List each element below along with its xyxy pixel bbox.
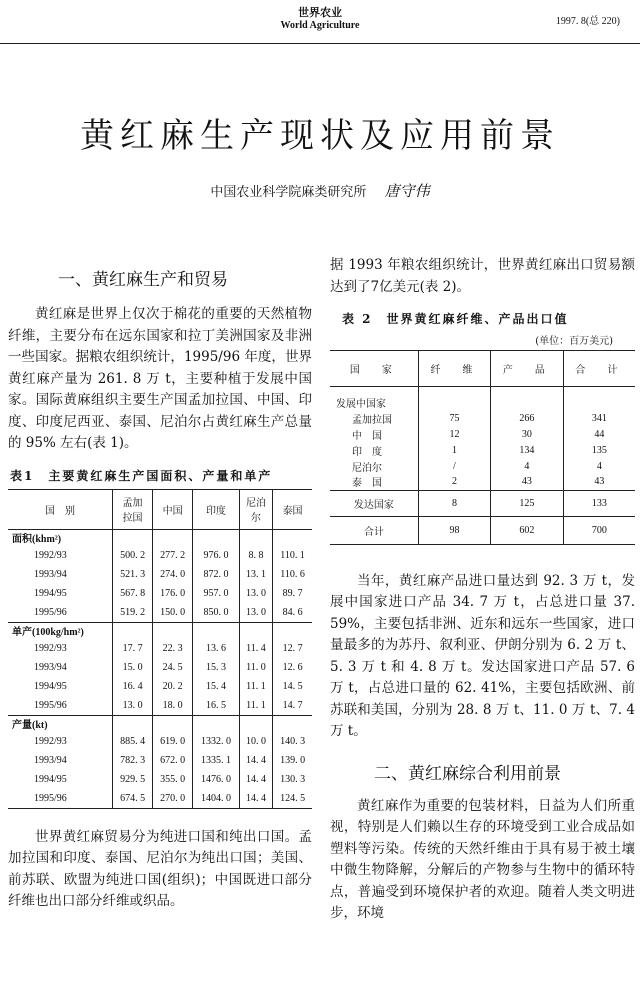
table1-year: 1995/96 [34, 792, 67, 804]
article-title: 黄红麻生产现状及应用前景 [80, 116, 560, 156]
table2 [330, 350, 635, 545]
table1-group-label: 产量(kt) [8, 715, 113, 732]
table1-body [8, 529, 312, 808]
table1-cell: 672. 0 [153, 751, 193, 770]
table1-cell: 15. 0 [113, 658, 153, 677]
table1-cell: 140. 3 [273, 732, 312, 751]
table1-year: 1994/95 [34, 588, 67, 599]
section-heading-2: 二、黄红麻综合利用前景 [374, 763, 561, 784]
table2-row [330, 410, 635, 426]
table1-year: 1995/96 [34, 699, 67, 711]
table1-cell: 885. 4 [113, 732, 153, 751]
table1-cell [153, 529, 193, 546]
table2-header-row [330, 351, 635, 387]
table1-cell: 150. 0 [153, 603, 193, 622]
table1-cell: 521. 3 [113, 565, 153, 584]
table2-country: 中 国 [352, 430, 382, 442]
table2-group-row [330, 387, 635, 411]
table1-cell: 500. 2 [113, 546, 153, 565]
table1-row [8, 565, 312, 584]
table1-cell: 24. 5 [153, 658, 193, 677]
table2-header-cell: 合 计 [563, 351, 635, 387]
table1-group-label: 面积(khm²) [12, 534, 62, 546]
table1-group-row [8, 622, 312, 639]
table2-cell: 4 [491, 458, 563, 474]
table1-row [8, 658, 312, 677]
table2-row [330, 442, 635, 458]
table1-cell [193, 622, 240, 639]
table2-header-cell: 产 品 [491, 351, 563, 387]
table1-cell [193, 715, 240, 732]
table1-cell: 11. 1 [239, 677, 272, 696]
table1-row [8, 639, 312, 658]
table1-cell [239, 529, 272, 546]
table2-cell [491, 387, 563, 411]
table1-cell: 13. 0 [239, 584, 272, 603]
table1-cell: 14. 4 [239, 770, 272, 789]
table1-year: 1995/96 [34, 606, 67, 618]
table1-row [8, 546, 312, 565]
table1-cell [239, 715, 272, 732]
table1-cell: 11. 0 [239, 658, 272, 677]
table2-cell: 43 [491, 474, 563, 490]
table1-cell: 1332. 0 [193, 732, 240, 751]
table1-year: 1993/94 [34, 569, 67, 580]
table2-cell: 125 [491, 490, 563, 516]
byline [0, 180, 640, 201]
table1-cell: 519. 2 [113, 603, 153, 622]
table1-cell [113, 529, 153, 546]
table1-cell: 14. 4 [239, 789, 272, 808]
table2-total-row [330, 516, 635, 544]
table2-country: 印 度 [352, 446, 382, 458]
table1-group-label: 单产(100kg/hm²) [8, 622, 113, 639]
table1-row [8, 696, 312, 715]
table1-cell: 16. 4 [113, 677, 153, 696]
table1-row [8, 677, 312, 696]
table1-cell: 11. 4 [239, 639, 272, 658]
table1-cell: 130. 3 [273, 770, 312, 789]
table2-row [330, 474, 635, 490]
table1-cell: 13. 0 [113, 696, 153, 715]
table2-cell: 2 [418, 474, 490, 490]
table1-cell: 12. 7 [273, 639, 312, 658]
table1-header-cell: 印度 [193, 489, 240, 529]
table1-group-row [8, 715, 312, 732]
table1-cell [239, 622, 272, 639]
table1-cell [153, 622, 193, 639]
table1-row [8, 751, 312, 770]
table2-header-cell: 国 家 [330, 351, 418, 387]
table2-cell: / [418, 458, 490, 474]
table1-cell: 16. 5 [193, 696, 240, 715]
journal-name-en: World Agriculture [280, 20, 360, 31]
table1-year: 1993/94 [34, 662, 67, 673]
table1-cell: 12. 6 [273, 658, 312, 677]
table2-cell: 602 [491, 516, 563, 544]
table2-total-label: 合计 [330, 516, 418, 544]
table1-cell: 176. 0 [153, 584, 193, 603]
table2-cell: 43 [563, 474, 635, 490]
table1-cell: 20. 2 [153, 677, 193, 696]
table2-cell: 1 [418, 442, 490, 458]
table1-cell: 567. 8 [113, 584, 153, 603]
table1-group-row [8, 529, 312, 546]
table2-cell: 341 [563, 410, 635, 426]
table1-cell: 84. 6 [273, 603, 312, 622]
table1-cell: 110. 6 [273, 565, 312, 584]
table2-header-cell: 纤 维 [418, 351, 490, 387]
table1-cell: 782. 3 [113, 751, 153, 770]
section-heading-1: 一、黄红麻生产和贸易 [58, 270, 228, 290]
table2-developed-label: 发达国家 [330, 490, 418, 516]
table2-cell: 44 [563, 426, 635, 442]
table1-header-cell: 尼泊 尔 [239, 489, 272, 529]
table1-cell: 957. 0 [193, 584, 240, 603]
affiliation: 中国农业科学院麻类研究所 [210, 185, 367, 200]
table1-header-cell: 国 别 [8, 489, 113, 529]
table1-cell: 18. 0 [153, 696, 193, 715]
table1-cell: 277. 2 [153, 546, 193, 565]
table1-row [8, 584, 312, 603]
table2-cell: 266 [491, 410, 563, 426]
page-header [0, 0, 640, 44]
table2-country: 孟加拉国 [352, 414, 392, 426]
journal-name-cn: 世界农业 [298, 6, 342, 19]
table2-cell [563, 387, 635, 411]
table1-year: 1992/93 [34, 550, 67, 561]
table1-cell: 13. 6 [193, 639, 240, 658]
table2-country: 泰 国 [352, 478, 382, 490]
table1-row [8, 789, 312, 808]
table2-row [330, 426, 635, 442]
table1-cell [273, 622, 312, 639]
table1-cell: 11. 1 [239, 696, 272, 715]
table1-year: 1994/95 [34, 681, 67, 692]
table1-header-row [8, 489, 312, 529]
paragraph: 据 1993 年粮农组织统计，世界黄红麻出口贸易额达到了7亿美元(表 2)。 [330, 257, 635, 295]
table1-row [8, 770, 312, 789]
table2-cell [418, 387, 490, 411]
table1-cell [113, 622, 153, 639]
table1-year: 1993/94 [34, 755, 67, 766]
table1-cell [273, 529, 312, 546]
table2-cell: 134 [491, 442, 563, 458]
table1-cell: 1476. 0 [193, 770, 240, 789]
table1-year: 1992/93 [34, 643, 67, 654]
table2-cell: 30 [491, 426, 563, 442]
table1-cell: 1404. 0 [193, 789, 240, 808]
table1-cell: 139. 0 [273, 751, 312, 770]
table1-cell [273, 715, 312, 732]
table1-cell: 14. 7 [273, 696, 312, 715]
table2-cell: 135 [563, 442, 635, 458]
table2-developed-row [330, 490, 635, 516]
table1-cell: 872. 0 [193, 565, 240, 584]
table2-cell: 8 [418, 490, 490, 516]
table1-cell: 15. 4 [193, 677, 240, 696]
table1-cell: 15. 3 [193, 658, 240, 677]
paragraph: 当年，黄红麻产品进口量达到 92. 3 万 t，发展中国家进口产品 34. 7 万 t，占总进口量 37. 59%，主要包括非洲、近东和远东一些国家，进口量最多的为苏丹、叙利亚、伊朗分别为 6. 2 万 t、5. 3 万 t 和 4. 8 万 t。发达国家进口产品 57. 6 万 t，占总进口量的 62. 41%，主要包括欧洲、前苏联和美国，分别为 28. 8 万 t、11. 0 万 t、7. 4 万 t。 [330, 572, 635, 739]
table2-caption: 表 2 世界黄红麻纤维、产品出口值 [342, 312, 569, 326]
table1-year: 1994/95 [34, 774, 67, 785]
table2-body [330, 387, 635, 545]
table1-cell: 10. 0 [239, 732, 272, 751]
journal-name [0, 6, 640, 32]
right-column [330, 255, 635, 925]
table1-header-cell: 孟加 拉国 [113, 489, 153, 529]
table1-cell [193, 529, 240, 546]
table1-header-cell: 中国 [153, 489, 193, 529]
table1-cell: 22. 3 [153, 639, 193, 658]
table2-cell: 75 [418, 410, 490, 426]
table1-cell: 8. 8 [239, 546, 272, 565]
table2-unit: (单位：百万美元) [535, 336, 613, 347]
table1-year: 1992/93 [34, 736, 67, 747]
table1-cell: 674. 5 [113, 789, 153, 808]
table1-cell: 13. 0 [239, 603, 272, 622]
table1-cell: 13. 1 [239, 565, 272, 584]
table2-cell: 12 [418, 426, 490, 442]
table1-cell: 976. 0 [193, 546, 240, 565]
table1-row [8, 603, 312, 622]
table1-cell: 14. 5 [273, 677, 312, 696]
table1-header-cell: 泰国 [273, 489, 312, 529]
table1-cell: 1335. 1 [193, 751, 240, 770]
paragraph: 黄红麻是世界上仅次于棉花的重要的天然植物纤维，主要分布在远东国家和拉丁美洲国家及非洲一些国家。据粮农组织统计，1995/96 年度，世界黄红麻产量为 261. 8 万 t，主要种植于发展中国家。国际黄麻组织主要生产国孟加拉国、中国、印度、印度尼西亚、泰国、尼泊尔占黄红麻生产总量的 95% 左右(表 1)。 [8, 306, 312, 451]
table2-country: 尼泊尔 [352, 462, 382, 474]
table2-cell: 98 [418, 516, 490, 544]
author-name: 唐守伟 [384, 182, 430, 200]
table1-row [8, 732, 312, 751]
table1-caption: 表1 主要黄红麻生产国面积、产量和单产 [10, 468, 273, 483]
paragraph: 黄红麻作为重要的包装材料，日益为人们所重视，特别是人们赖以生存的环境受到工业合成品如塑料等污染。传统的天然纤维由于具有易于被土壤中微生物降解，分解后的产物参与生物中的循环特点，普遍受到环境保护者的欢迎。随着人类文明进步，环境 [330, 797, 635, 921]
table2-row [330, 458, 635, 474]
table2-group-label: 发展中国家 [336, 399, 386, 410]
paragraph: 世界黄红麻贸易分为纯进口国和纯出口国。孟加拉国和印度、泰国、尼泊尔为纯出口国；美国、前苏联、欧盟为纯进口国(组织)；中国既进口部分纤维也出口部分纤维或织品。 [8, 828, 312, 909]
table1-cell: 14. 4 [239, 751, 272, 770]
left-column [8, 255, 312, 913]
issue-number: 1997. 8(总 220) [555, 16, 620, 27]
table1-cell: 17. 7 [113, 639, 153, 658]
table2-cell: 133 [563, 490, 635, 516]
table1 [8, 489, 312, 809]
table1-cell: 355. 0 [153, 770, 193, 789]
table1-cell [113, 715, 153, 732]
table1-cell [153, 715, 193, 732]
table1-cell: 270. 0 [153, 789, 193, 808]
table1-cell: 850. 0 [193, 603, 240, 622]
table1-cell: 89. 7 [273, 584, 312, 603]
table1-cell: 929. 5 [113, 770, 153, 789]
table1-cell: 619. 0 [153, 732, 193, 751]
table2-cell: 700 [563, 516, 635, 544]
table1-cell: 124. 5 [273, 789, 312, 808]
table1-cell: 274. 0 [153, 565, 193, 584]
table1-cell: 110. 1 [273, 546, 312, 565]
table2-cell: 4 [563, 458, 635, 474]
